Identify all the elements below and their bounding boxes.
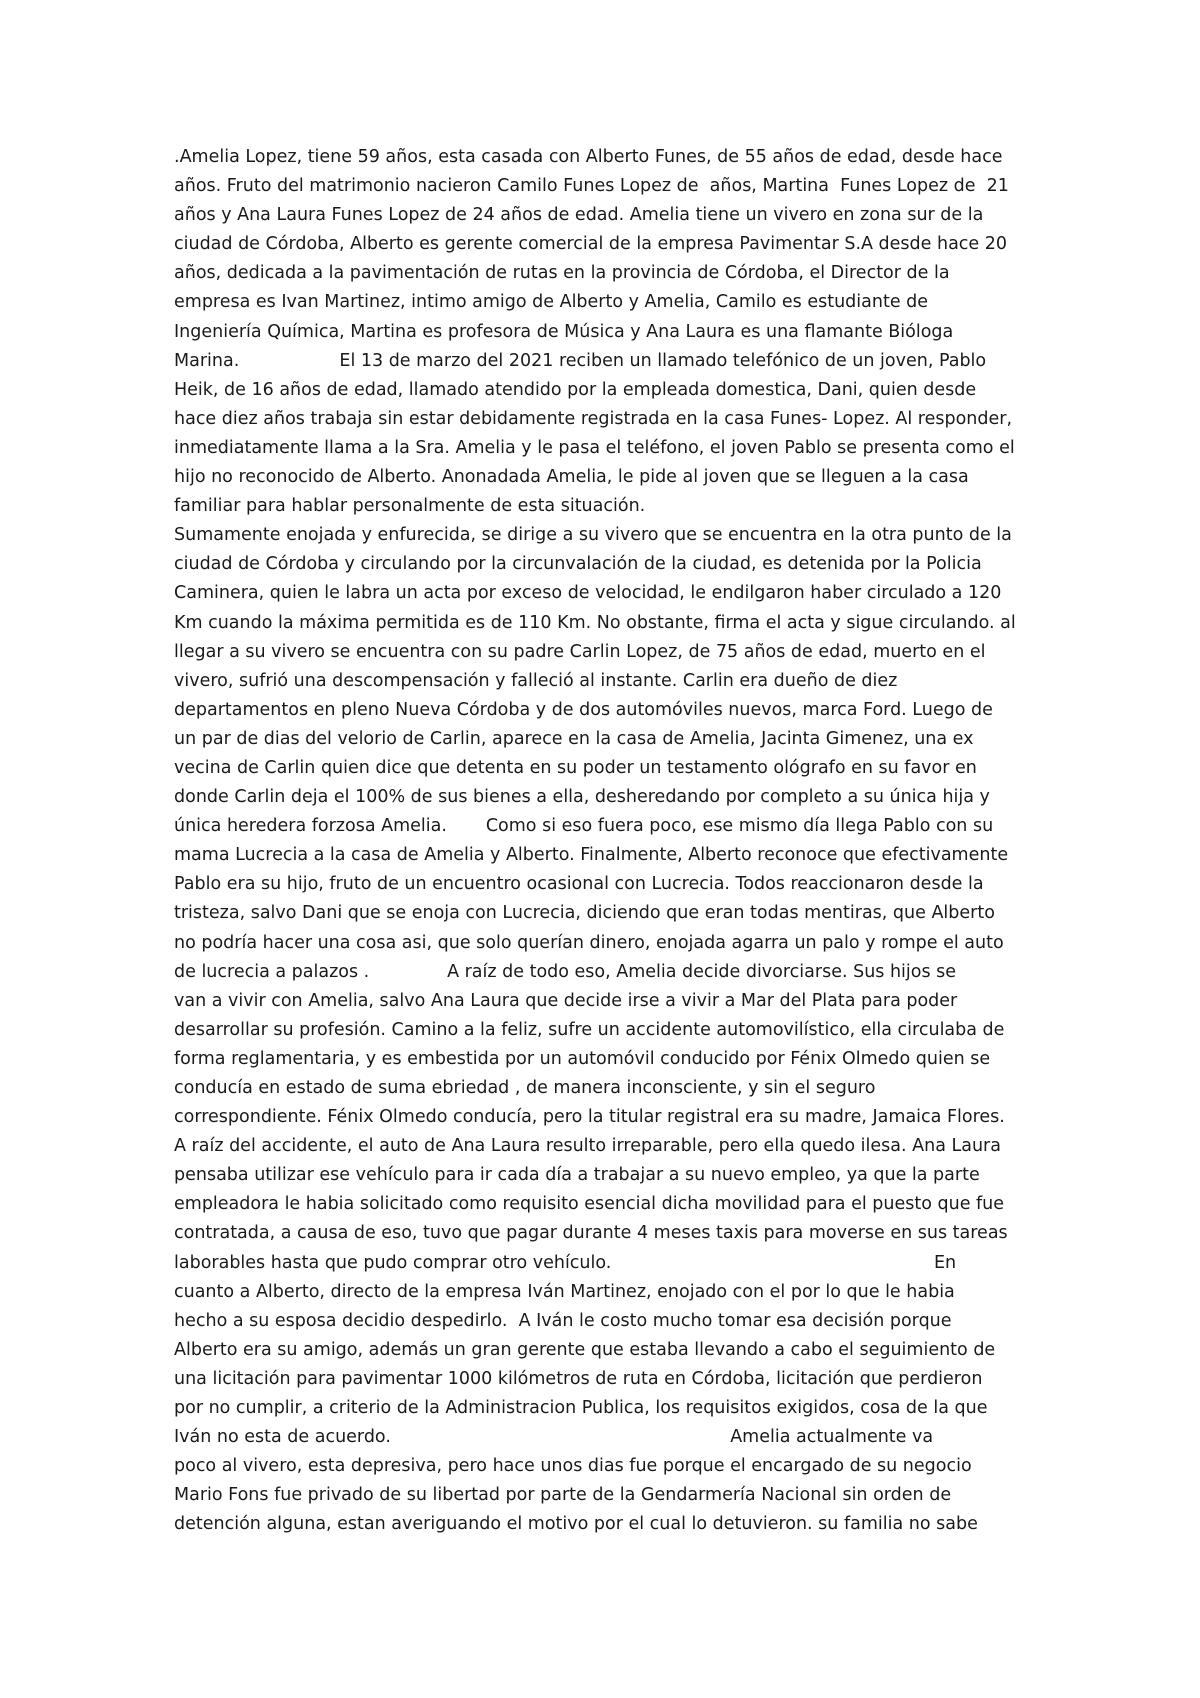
text-line: Heik, de 16 años de edad, llamado atendido por la empleada domestica, Dani, quien desde <box>174 379 977 400</box>
text-line: poco al vivero, esta depresiva, pero hace unos dias fue porque el encargado de su negocio <box>174 1456 972 1477</box>
text-line: ciudad de Córdoba y circulando por la circunvalación de la ciudad, es detenida por la Policia <box>174 554 982 575</box>
text-line: llegar a su vivero se encuentra con su padre Carlin Lopez, de 75 años de edad, muerto en el <box>174 641 986 662</box>
text-line: Pablo era su hijo, fruto de un encuentro ocasional con Lucrecia. Todos reaccionaron desde la <box>174 874 984 895</box>
text-line: departamentos en pleno Nueva Córdoba y de dos automóviles nuevos, marca Ford. Luego de <box>174 699 993 720</box>
text-line: familiar para hablar personalmente de esta situación. <box>174 496 646 517</box>
text-line: empresa es Ivan Martinez, intimo amigo de Alberto y Amelia, Camilo es estudiante de <box>174 292 929 313</box>
text-line: vecina de Carlin quien dice que detenta en su poder un testamento ológrafo en su favor en <box>174 757 977 778</box>
text-line: Iván no esta de acuerdo. Amelia actualmente va <box>174 1427 934 1448</box>
text-line: años y Ana Laura Funes Lopez de 24 años de edad. Amelia tiene un vivero en zona sur de la <box>174 205 984 226</box>
text-line: van a vivir con Amelia, salvo Ana Laura que decide irse a vivir a Mar del Plata para poder <box>174 990 958 1011</box>
text-line: años, dedicada a la pavimentación de rutas en la provincia de Córdoba, el Director de la <box>174 263 950 284</box>
text-line: única heredera forzosa Amelia. Como si eso fuera poco, ese mismo día llega Pablo con su <box>174 816 994 837</box>
text-line: detención alguna, estan averiguando el motivo por el cual lo detuvieron. su familia no sabe <box>174 1514 978 1535</box>
text-line: un par de dias del velorio de Carlin, aparece en la casa de Amelia, Jacinta Gimenez, una ex <box>174 728 974 749</box>
text-line: correspondiente. Fénix Olmedo conducía, pero la titular registral era su madre, Jamaica Flores. <box>174 1107 1005 1128</box>
text-line: de lucrecia a palazos . A raíz de todo eso, Amelia decide divorciarse. Sus hijos se <box>174 961 957 982</box>
text-line: hecho a su esposa decidio despedirlo. A Iván le costo mucho tomar esa decisión porque <box>174 1310 952 1331</box>
text-line: Alberto era su amigo, además un gran gerente que estaba llevando a cabo el seguimiento de <box>174 1339 996 1360</box>
text-line: desarrollar su profesión. Camino a la feliz, sufre un accidente automovilístico, ella circulaba de <box>174 1019 1005 1040</box>
text-line: A raíz del accidente, el auto de Ana Laura resulto irreparable, pero ella quedo ilesa. Ana Laura <box>174 1136 1001 1157</box>
text-line: ciudad de Córdoba, Alberto es gerente comercial de la empresa Pavimentar S.A desde hace 20 <box>174 234 1008 255</box>
text-line: no podría hacer una cosa asi, que solo querían dinero, enojada agarra un palo y rompe el auto <box>174 932 1004 953</box>
text-line: Mario Fons fue privado de su libertad por parte de la Gendarmería Nacional sin orden de <box>174 1485 952 1506</box>
text-line: hijo no reconocido de Alberto. Anonadada Amelia, le pide al joven que se lleguen a la casa <box>174 467 969 488</box>
document-body-text <box>174 143 1044 1540</box>
text-line: contratada, a causa de eso, tuvo que pagar durante 4 meses taxis para moverse en sus tareas <box>174 1223 1008 1244</box>
text-line: conducía en estado de suma ebriedad , de manera inconsciente, y sin el seguro <box>174 1078 876 1098</box>
text-line: .Amelia Lopez, tiene 59 años, esta casada con Alberto Funes, de 55 años de edad, desde hace <box>174 147 1003 167</box>
text-line: empleadora le habia solicitado como requisito esencial dicha movilidad para el puesto que fue <box>174 1194 1005 1215</box>
text-line: pensaba utilizar ese vehículo para ir cada día a trabajar a su nuevo empleo, ya que la parte <box>174 1165 980 1186</box>
text-line: mama Lucrecia a la casa de Amelia y Alberto. Finalmente, Alberto reconoce que efectivamente <box>174 845 1009 866</box>
text-line: por no cumplir, a criterio de la Administracion Publica, los requisitos exigidos, cosa de la que <box>174 1398 988 1419</box>
text-line: Sumamente enojada y enfurecida, se dirige a su vivero que se encuentra en la otra punto de la <box>174 525 1012 546</box>
text-line: cuanto a Alberto, directo de la empresa Iván Martinez, enojado con el por lo que le habia <box>174 1281 955 1302</box>
text-line: inmediatamente llama a la Sra. Amelia y le pasa el teléfono, el joven Pablo se presenta como el <box>174 437 1015 458</box>
text-line: forma reglamentaria, y es embestida por un automóvil conducido por Fénix Olmedo quien se <box>174 1048 991 1069</box>
text-line: tristeza, salvo Dani que se enoja con Lucrecia, diciendo que eran todas mentiras, que Alberto <box>174 903 995 924</box>
text-line: Marina. El 13 de marzo del 2021 reciben un llamado telefónico de un joven, Pablo <box>174 350 987 371</box>
text-line: Caminera, quien le labra un acta por exceso de velocidad, le endilgaron haber circulado a 120 <box>174 583 1002 604</box>
text-line: hace diez años trabaja sin estar debidamente registrada en la casa Funes- Lopez. Al responder, <box>174 408 1013 429</box>
text-line: laborables hasta que pudo comprar otro vehículo. En <box>174 1252 957 1273</box>
text-line: vivero, sufrió una descompensación y falleció al instante. Carlin era dueño de diez <box>174 670 898 691</box>
text-line: Km cuando la máxima permitida es de 110 Km. No obstante, firma el acta y sigue circulando. al <box>174 612 1016 633</box>
text-line: donde Carlin deja el 100% de sus bienes a ella, desheredando por completo a su única hija y <box>174 787 990 808</box>
text-line: una licitación para pavimentar 1000 kilómetros de ruta en Córdoba, licitación que perdieron <box>174 1368 983 1389</box>
text-line: Ingeniería Química, Martina es profesora de Música y Ana Laura es una flamante Bióloga <box>174 321 954 342</box>
text-line: años. Fruto del matrimonio nacieron Camilo Funes Lopez de años, Martina Funes Lopez de 21 <box>174 176 1009 197</box>
